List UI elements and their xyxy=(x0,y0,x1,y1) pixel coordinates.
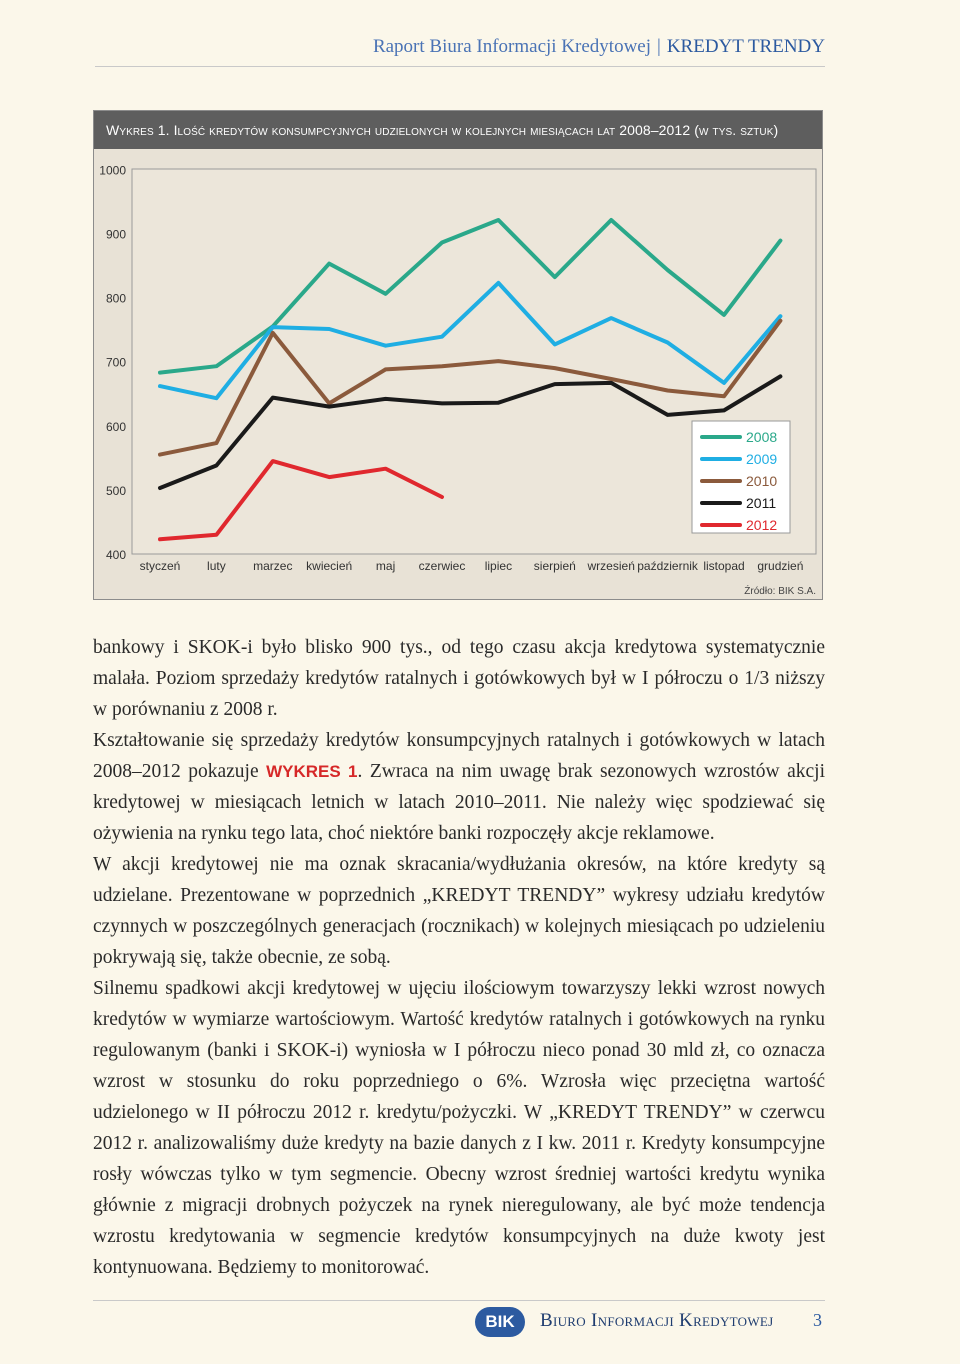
footer-divider xyxy=(93,1300,825,1301)
x-tick-label: lipiec xyxy=(484,559,513,573)
legend-label-2008: 2008 xyxy=(746,429,778,445)
line-chart xyxy=(94,111,822,599)
page-footer xyxy=(475,1304,835,1340)
chart-panel xyxy=(93,110,823,600)
x-tick-label: kwiecień xyxy=(306,559,353,573)
x-tick-label: listopad xyxy=(703,559,745,573)
x-tick-label: luty xyxy=(207,559,226,573)
paragraph-2 xyxy=(93,725,825,849)
page-header xyxy=(95,36,825,67)
paragraph-2-start: Kształtowanie się sprzedaży kredytów konsumpcyjnych ratalnych i gotówkowych w latach 2008–2012 pokazuje xyxy=(93,730,825,782)
header-separator: | xyxy=(657,36,661,57)
legend-label-2009: 2009 xyxy=(746,451,778,467)
bik-logo: BIK xyxy=(475,1307,525,1337)
paragraph-3: W akcji kredytowej nie ma oznak skracania/wydłużania okresów, na które kredyty są udzielane. Prezentowane w poprzednich „KREDYT TRENDY” wykresy udziału kredytów czynnych w poszczególnych generacjach (rocznikach) w kolejnych miesiącach po udzieleniu pokrywają się, także obecnie, ze sobą. xyxy=(93,854,825,968)
y-tick-label: 500 xyxy=(105,483,126,498)
paragraph-2-end: . Zwraca na nim uwagę brak sezonowych wzrostów akcji kredytowej w miesiącach letnich w latach 2010–2011. Nie należy więc spodziewać się ożywienia na rynku tego lata, choć niektóre banki rozpoczęły akcje reklamowe. xyxy=(93,761,826,844)
article-body xyxy=(93,632,825,1283)
y-tick-label: 800 xyxy=(105,291,126,306)
header-brand: KREDYT TRENDY xyxy=(666,36,825,57)
legend-label-2012: 2012 xyxy=(746,517,778,533)
chart-title: Wykres 1. Ilość kredytów konsumpcyjnych udzielonych w kolejnych miesiącach lat 2008–2012 (w tys. sztuk) xyxy=(94,111,822,149)
paragraph-1: bankowy i SKOK-i było blisko 900 tys., od tego czasu akcja kredytowa systematycznie malała. Poziom sprzedaży kredytów ratalnych i gotówkowych był w I półroczu o 1/3 niższy w porównaniu z 2008 r. xyxy=(93,637,825,720)
x-tick-label: sierpień xyxy=(533,559,576,573)
x-tick-label: grudzień xyxy=(757,559,804,573)
report-title: Raport Biura Informacji Kredytowej xyxy=(372,36,652,57)
chart-source: Źródło: BIK S.A. xyxy=(744,586,816,597)
x-tick-label: maj xyxy=(375,559,396,573)
page-number: 3 xyxy=(813,1310,822,1330)
x-tick-label: styczeń xyxy=(139,559,181,573)
legend-label-2010: 2010 xyxy=(746,473,778,489)
paragraph-4: Silnemu spadkowi akcji kredytowej w ujęciu ilościowym towarzyszy lekki wzrost nowych kredytów w wymiarze wartościowym. Wartość kredytów ratalnych i gotówkowych na rynku regulowanym (banki i SKOK-i) wyniosła w I półroczu nieco ponad 30 mld zł, co oznacza wzrost w stosunku do roku poprzedniego o 6%. Wzrosła więc przeciętna wartość udzielonego w II półroczu 2012 r. kredytu/pożyczki. W „KREDYT TRENDY” w czerwcu 2012 r. analizowaliśmy duże kredyty na bazie danych z I kw. 2011 r. Kredyty konsumpcyjne rosły wówczas tylko w tym segmencie. Obecny wzrost średniej wartości kredytu wynika głównie z migracji drobnych pożyczek na rynek nieregulowany, ale być może tendencja wzrostu kredytowania w segmencie kredytów konsumpcyjnych na duże kwoty jest kontynuowana. Będziemy to monitorować. xyxy=(93,978,825,1278)
y-tick-label: 600 xyxy=(105,419,126,434)
legend-label-2011: 2011 xyxy=(746,495,777,511)
y-tick-label: 700 xyxy=(105,355,126,370)
x-tick-label: marzec xyxy=(253,559,293,573)
y-tick-label: 400 xyxy=(105,548,126,562)
x-tick-label: wrzesień xyxy=(587,559,635,573)
x-tick-label: październik xyxy=(637,559,698,573)
chart-reference: WYKRES 1 xyxy=(266,762,358,781)
bik-name: Biuro Informacji Kredytowej xyxy=(540,1310,774,1331)
y-tick-label: 1000 xyxy=(99,163,126,178)
y-tick-label: 900 xyxy=(105,227,126,242)
x-tick-label: czerwiec xyxy=(418,559,466,573)
